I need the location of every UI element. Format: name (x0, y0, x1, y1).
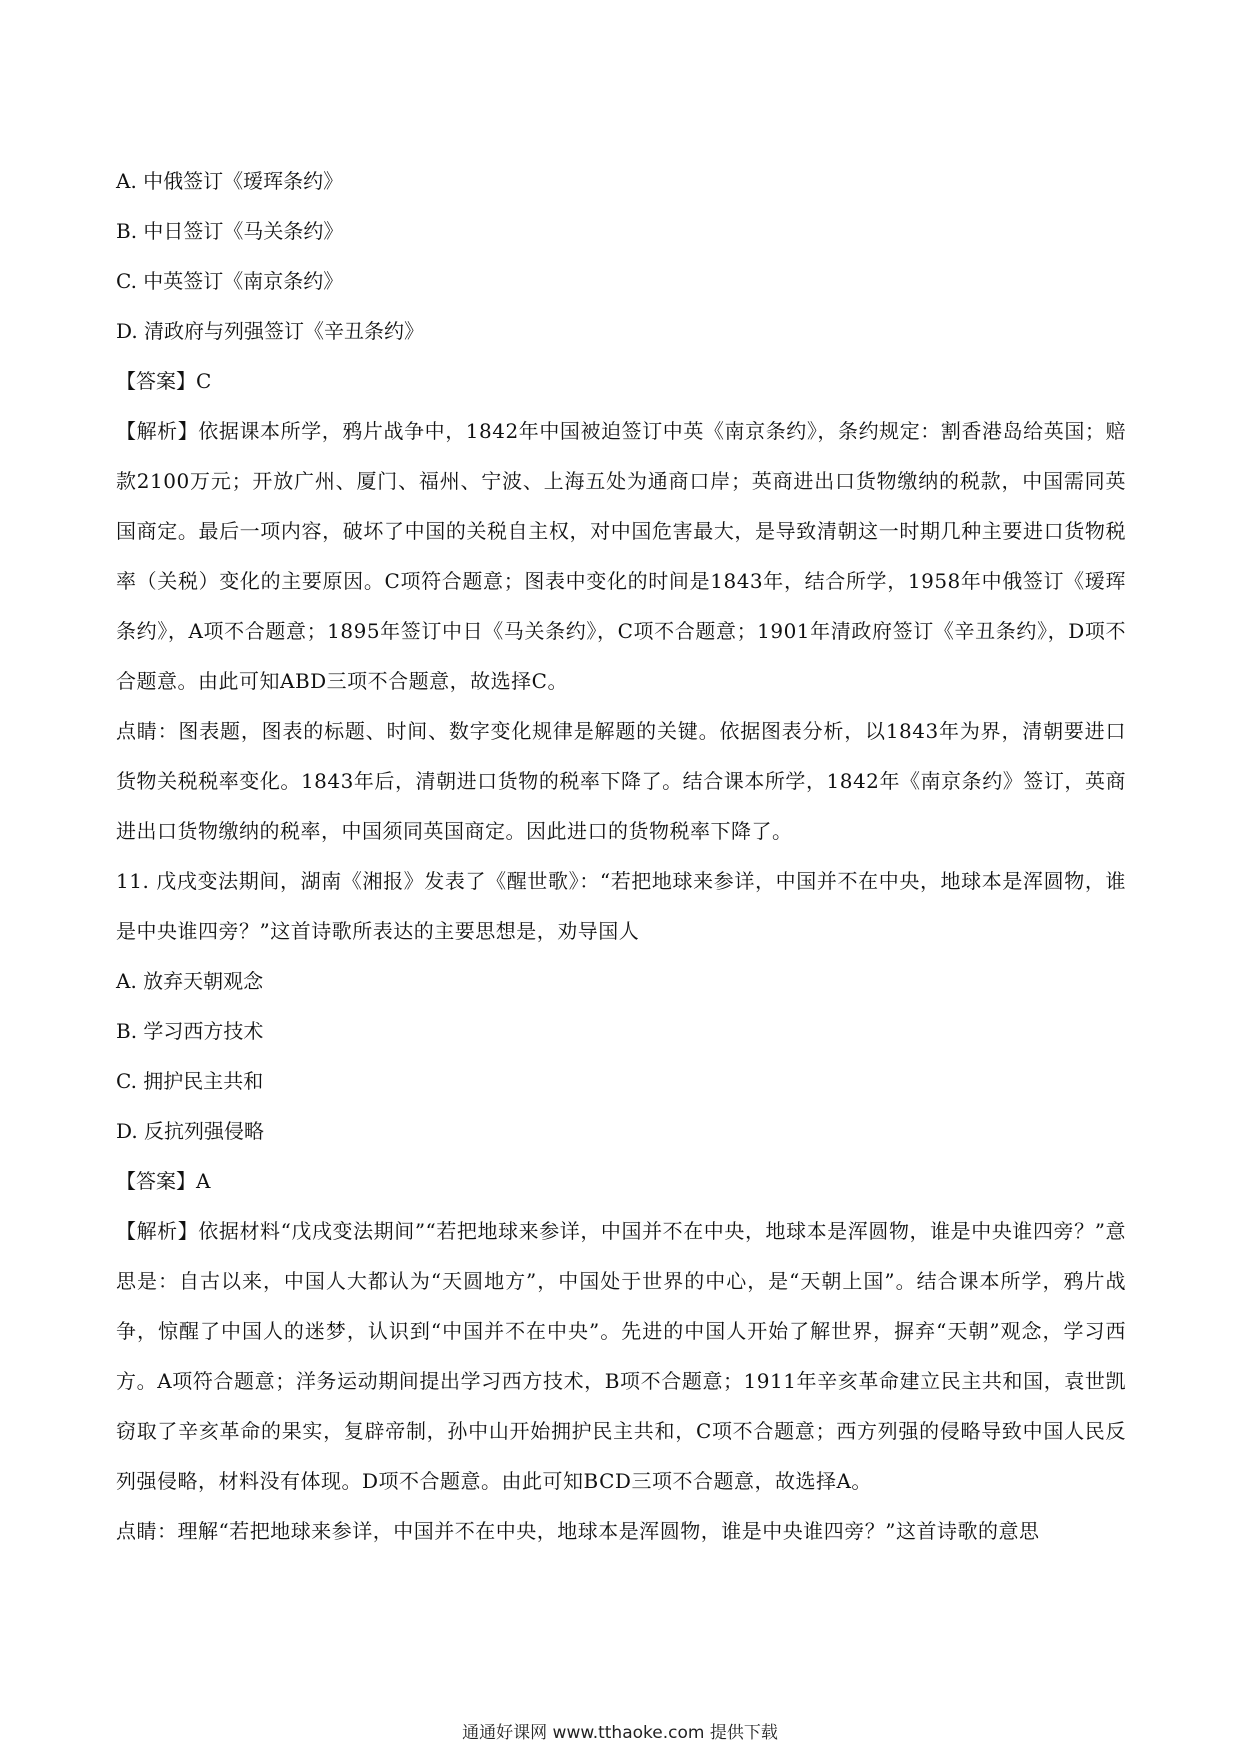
q11-option-a: A. 放弃天朝观念 (116, 969, 264, 993)
q11-answer: 【答案】A (116, 1169, 211, 1193)
q11-option-d: D. 反抗列强侵略 (116, 1119, 265, 1143)
q11-option-b: B. 学习西方技术 (116, 1019, 264, 1043)
q10-tip: 点睛：图表题，图表的标题、时间、数字变化规律是解题的关键。依据图表分析，以1843年为界，清朝要进口货物关税税率变化。1843年后，清朝进口货物的税率下降了。结合课本所学，1842年《南京条约》签订，英商进出口货物缴纳的税率，中国须同英国商定。因此进口的货物税率下降了。 (116, 719, 1126, 843)
q11-analysis: 【解析】依据材料“戊戌变法期间”“若把地球来参详，中国并不在中央，地球本是浑圆物，谁是中央谁四旁？”意思是：自古以来，中国人大都认为“天圆地方”，中国处于世界的中心，是“天朝上国”。结合课本所学，鸦片战争，惊醒了中国人的迷梦，认识到“中国并不在中央”。先进的中国人开始了解世界，摒弃“天朝”观念，学习西方。A项符合题意；洋务运动期间提出学习西方技术，B项不合题意；1911年辛亥革命建立民主共和国，袁世凯窃取了辛亥革命的果实，复辟帝制，孙中山开始拥护民主共和，C项不合题意；西方列强的侵略导致中国人民反列强侵略，材料没有体现。D项不合题意。由此可知BCD三项不合题意，故选择A。 (116, 1219, 1126, 1493)
q10-analysis: 【解析】依据课本所学，鸦片战争中，1842年中国被迫签订中英《南京条约》，条约规定：割香港岛给英国；赔款2100万元；开放广州、厦门、福州、宁波、上海五处为通商口岸；英商进出口货物缴纳的税款，中国需同英国商定。最后一项内容，破坏了中国的关税自主权，对中国危害最大，是导致清朝这一时期几种主要进口货物税率（关税）变化的主要原因。C项符合题意；图表中变化的时间是1843年，结合所学，1958年中俄签订《瑷珲条约》，A项不合题意；1895年签订中日《马关条约》，C项不合题意；1901年清政府签订《辛丑条约》，D项不合题意。由此可知ABD三项不合题意，故选择C。 (116, 419, 1126, 693)
page-footer: 通通好课网 www.tthaoke.com 提供下载 (462, 1723, 778, 1743)
q10-option-d: D. 清政府与列强签订《辛丑条约》 (116, 319, 425, 343)
q11-option-c: C. 拥护民主共和 (116, 1069, 264, 1093)
q10-answer: 【答案】C (116, 369, 212, 393)
q10-option-a: A. 中俄签订《瑷珲条约》 (116, 169, 344, 193)
q11-tip: 点睛：理解“若把地球来参详，中国并不在中央，地球本是浑圆物，谁是中央谁四旁？”这首诗歌的意思 (116, 1519, 1040, 1543)
q11-stem: 11. 戊戌变法期间，湖南《湘报》发表了《醒世歌》：“若把地球来参详，中国并不在中央，地球本是浑圆物，谁是中央谁四旁？”这首诗歌所表达的主要思想是，劝导国人 (116, 869, 1126, 943)
page-content (116, 156, 1126, 1556)
q10-option-b: B. 中日签订《马关条约》 (116, 219, 344, 243)
q10-option-c: C. 中英签订《南京条约》 (116, 269, 344, 293)
